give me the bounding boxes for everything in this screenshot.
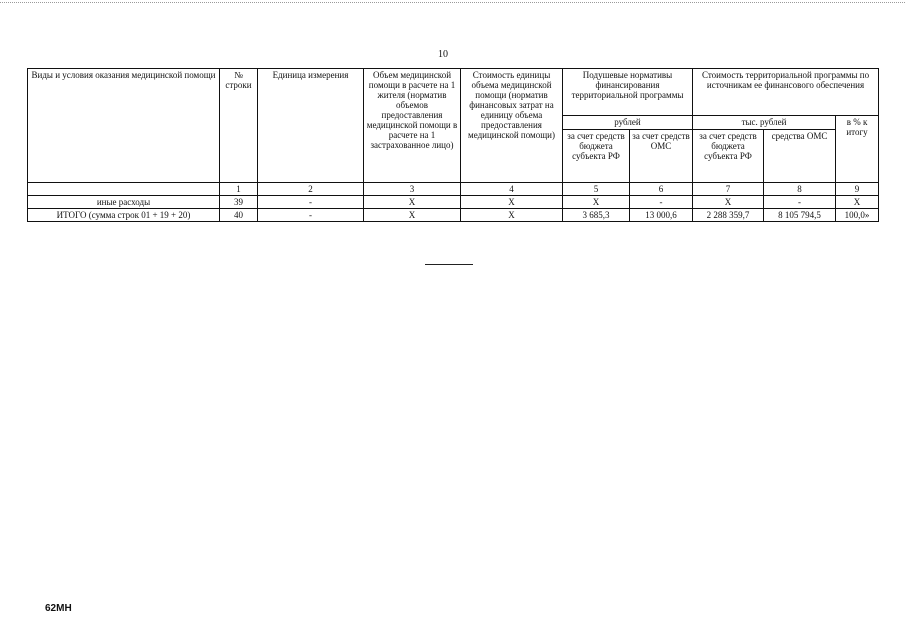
row-territorial-budget: 2 288 359,7 (693, 209, 764, 222)
header-budget: за счет средств бюджета субъекта РФ (563, 130, 630, 183)
row-label: иные расходы (28, 196, 220, 209)
row-per-capita-budget: 3 685,3 (563, 209, 630, 222)
row-volume: X (364, 209, 461, 222)
row-number: 40 (220, 209, 258, 222)
row-label: ИТОГО (сумма строк 01 + 19 + 20) (28, 209, 220, 222)
header-volume: Объем медицинской помощи в расчете на 1 жителя (норматив объемов предоставления медицинской помощи в расчете на 1 застрахованное лицо) (364, 69, 461, 183)
row-unit: - (258, 209, 364, 222)
column-number: 9 (836, 183, 879, 196)
header-thousand-rubles: тыс. рублей (693, 116, 836, 130)
header-budget-2: за счет средств бюджета субъекта РФ (693, 130, 764, 183)
row-percent: 100,0» (836, 209, 879, 222)
column-number: 8 (764, 183, 836, 196)
scan-edge-noise (0, 2, 905, 3)
header-oms-2: средства ОМС (764, 130, 836, 183)
header-kind: Виды и условия оказания медицинской помощи (28, 69, 220, 183)
header-rubles: рублей (563, 116, 693, 130)
table-row (28, 196, 879, 209)
column-number (28, 183, 220, 196)
row-territorial-oms: 8 105 794,5 (764, 209, 836, 222)
row-percent: X (836, 196, 879, 209)
header-per-capita: Подушевые нормативы финансирования территориальной программы (563, 69, 693, 116)
row-per-capita-oms: - (630, 196, 693, 209)
row-number: 39 (220, 196, 258, 209)
row-territorial-oms: - (764, 196, 836, 209)
header-oms: за счет средств ОМС (630, 130, 693, 183)
row-per-capita-budget: X (563, 196, 630, 209)
row-per-capita-oms: 13 000,6 (630, 209, 693, 222)
footer-code: 62МН (45, 603, 72, 614)
header-row-number: № строки (220, 69, 258, 183)
row-cost: X (461, 196, 563, 209)
table-row (28, 209, 879, 222)
row-cost: X (461, 209, 563, 222)
column-number: 3 (364, 183, 461, 196)
column-number: 7 (693, 183, 764, 196)
column-number: 6 (630, 183, 693, 196)
column-number: 4 (461, 183, 563, 196)
page-number: 10 (438, 49, 448, 60)
header-cost: Стоимость единицы объема медицинской помощи (норматив финансовых затрат на единицу объема предоставления медицинской помощи) (461, 69, 563, 183)
column-number: 1 (220, 183, 258, 196)
column-number: 5 (563, 183, 630, 196)
header-territorial: Стоимость территориальной программы по источникам ее финансового обеспечения (693, 69, 879, 116)
column-number: 2 (258, 183, 364, 196)
column-number-row (28, 183, 879, 196)
row-unit: - (258, 196, 364, 209)
header-unit: Единица измерения (258, 69, 364, 183)
footer-rule (425, 264, 473, 265)
header-percent: в % к итогу (836, 116, 879, 183)
financing-table (27, 68, 879, 222)
row-territorial-budget: X (693, 196, 764, 209)
row-volume: X (364, 196, 461, 209)
